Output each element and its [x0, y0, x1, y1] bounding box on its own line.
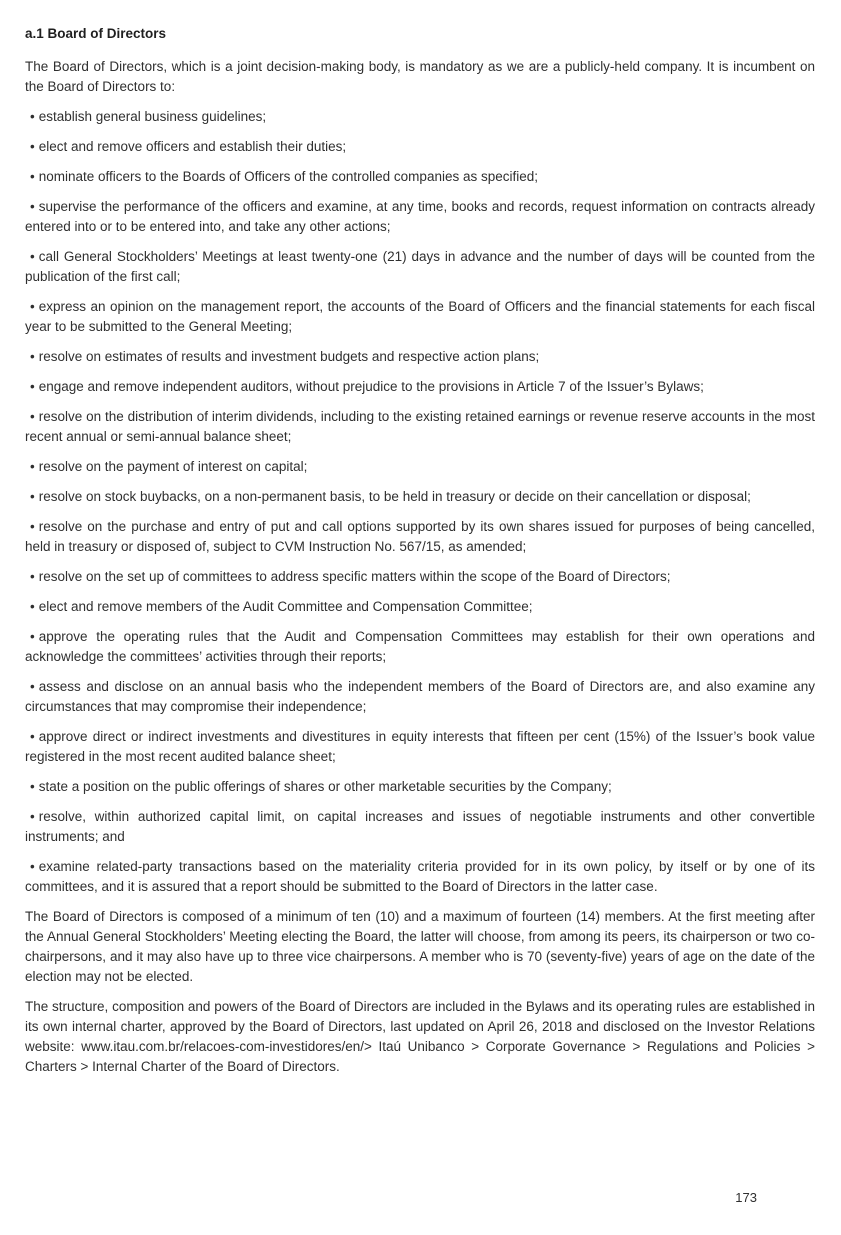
- bullet-text: state a position on the public offerings of shares or other marketable securities by the Company;: [38, 779, 612, 794]
- bullet-item: [25, 517, 815, 557]
- intro-paragraph: The Board of Directors, which is a joint decision-making body, is mandatory as we are a publicly-held company. It is incumbent on the Board of Directors to:: [25, 59, 815, 94]
- bullet-text: assess and disclose on an annual basis who the independent members of the Board of Directors are, and also examine any circumstances that may compromise their independence;: [25, 679, 815, 714]
- bullet-marker: •: [30, 109, 35, 124]
- bullet-marker: •: [30, 679, 35, 694]
- bullet-marker: •: [30, 599, 35, 614]
- bullet-text: express an opinion on the management report, the accounts of the Board of Officers and the financial statements for each fiscal year to be submitted to the General Meeting;: [25, 299, 815, 334]
- bullet-text: resolve on the set up of committees to address specific matters within the scope of the Board of Directors;: [38, 569, 671, 584]
- page-content: [25, 24, 815, 1087]
- bullet-text: approve direct or indirect investments and divestitures in equity interests that fifteen per cent (15%) of the Issuer’s book value registered in the most recent audited balance sheet;: [25, 729, 815, 764]
- page-number: 173: [735, 1190, 757, 1205]
- bullet-item: [25, 297, 815, 337]
- bullet-marker: •: [30, 299, 35, 314]
- bullet-item: [25, 857, 815, 897]
- section-heading: a.1 Board of Directors: [25, 26, 167, 41]
- bullet-marker: •: [30, 199, 35, 214]
- bullet-item: [25, 107, 815, 127]
- bullet-text: establish general business guidelines;: [38, 109, 267, 124]
- bullet-text: resolve on the payment of interest on capital;: [38, 459, 308, 474]
- closing-paragraph: The structure, composition and powers of the Board of Directors are included in the Bylaws and its operating rules are established in its own internal charter, approved by the Board of Directors, last updated on April 26, 2018 and disclosed on the Investor Relations website: www.itau.com.br/relacoes-com-investidores/en/> Itaú Unibanco > Corporate Governance > Regulations and Policies > Charters > Internal Charter of the Board of Directors.: [25, 999, 815, 1074]
- bullet-text: resolve on the distribution of interim dividends, including to the existing retained earnings or revenue reserve accounts in the most recent annual or semi-annual balance sheet;: [25, 409, 815, 444]
- bullet-item: [25, 347, 815, 367]
- bullet-marker: •: [30, 629, 35, 644]
- bullet-item: [25, 487, 815, 507]
- bullet-item: [25, 407, 815, 447]
- bullet-marker: •: [30, 519, 35, 534]
- bullet-item: [25, 777, 815, 797]
- bullet-item: [25, 137, 815, 157]
- bullet-text: resolve on stock buybacks, on a non-permanent basis, to be held in treasury or decide on their cancellation or disposal;: [38, 489, 751, 504]
- bullet-item: [25, 597, 815, 617]
- bullet-item: [25, 677, 815, 717]
- bullet-item: [25, 197, 815, 237]
- bullet-item: [25, 567, 815, 587]
- bullet-marker: •: [30, 859, 35, 874]
- bullet-marker: •: [30, 249, 35, 264]
- bullet-text: call General Stockholders’ Meetings at least twenty-one (21) days in advance and the number of days will be counted from the publication of the first call;: [25, 249, 815, 284]
- bullet-text: resolve on estimates of results and investment budgets and respective action plans;: [38, 349, 540, 364]
- bullet-marker: •: [30, 139, 35, 154]
- bullet-text: examine related-party transactions based on the materiality criteria provided for in its own policy, by itself or by one of its committees, and it is assured that a report should be submitted to the Board of Directors in the latter case.: [25, 859, 815, 894]
- bullet-item: [25, 167, 815, 187]
- bullet-text: supervise the performance of the officers and examine, at any time, books and records, request information on contracts already entered into or to be entered into, and take any other actions;: [25, 199, 815, 234]
- bullet-item: [25, 247, 815, 287]
- bullet-item: [25, 807, 815, 847]
- bullet-text: approve the operating rules that the Audit and Compensation Committees may establish for their own operations and acknowledge the committees’ activities through their reports;: [25, 629, 815, 664]
- bullet-item: [25, 727, 815, 767]
- bullet-marker: •: [30, 779, 35, 794]
- bullet-marker: •: [30, 409, 35, 424]
- bullet-text: resolve on the purchase and entry of put and call options supported by its own shares issued for purposes of being cancelled, held in treasury or disposed of, subject to CVM Instruction No. 567/15, as amended;: [25, 519, 815, 554]
- closing-paragraph: The Board of Directors is composed of a minimum of ten (10) and a maximum of fourteen (14) members. At the first meeting after the Annual General Stockholders’ Meeting electing the Board, the latter will choose, from among its peers, its chairperson or two co-chairpersons, and it may also have up to three vice chairpersons. A member who is 70 (seventy-five) years of age on the date of the election may not be elected.: [25, 909, 815, 984]
- bullet-marker: •: [30, 809, 35, 824]
- bullet-item: [25, 627, 815, 667]
- bullet-item: [25, 457, 815, 477]
- bullet-text: resolve, within authorized capital limit, on capital increases and issues of negotiable instruments and other convertible instruments; and: [25, 809, 815, 844]
- bullet-marker: •: [30, 459, 35, 474]
- bullet-text: nominate officers to the Boards of Officers of the controlled companies as specified;: [38, 169, 539, 184]
- bullet-marker: •: [30, 729, 35, 744]
- bullet-marker: •: [30, 379, 35, 394]
- bullet-marker: •: [30, 169, 35, 184]
- bullet-marker: •: [30, 569, 35, 584]
- bullet-text: elect and remove members of the Audit Committee and Compensation Committee;: [38, 599, 533, 614]
- bullet-marker: •: [30, 489, 35, 504]
- bullet-text: engage and remove independent auditors, without prejudice to the provisions in Article 7 of the Issuer’s Bylaws;: [38, 379, 704, 394]
- bullet-text: elect and remove officers and establish their duties;: [38, 139, 347, 154]
- bullet-item: [25, 377, 815, 397]
- bullet-marker: •: [30, 349, 35, 364]
